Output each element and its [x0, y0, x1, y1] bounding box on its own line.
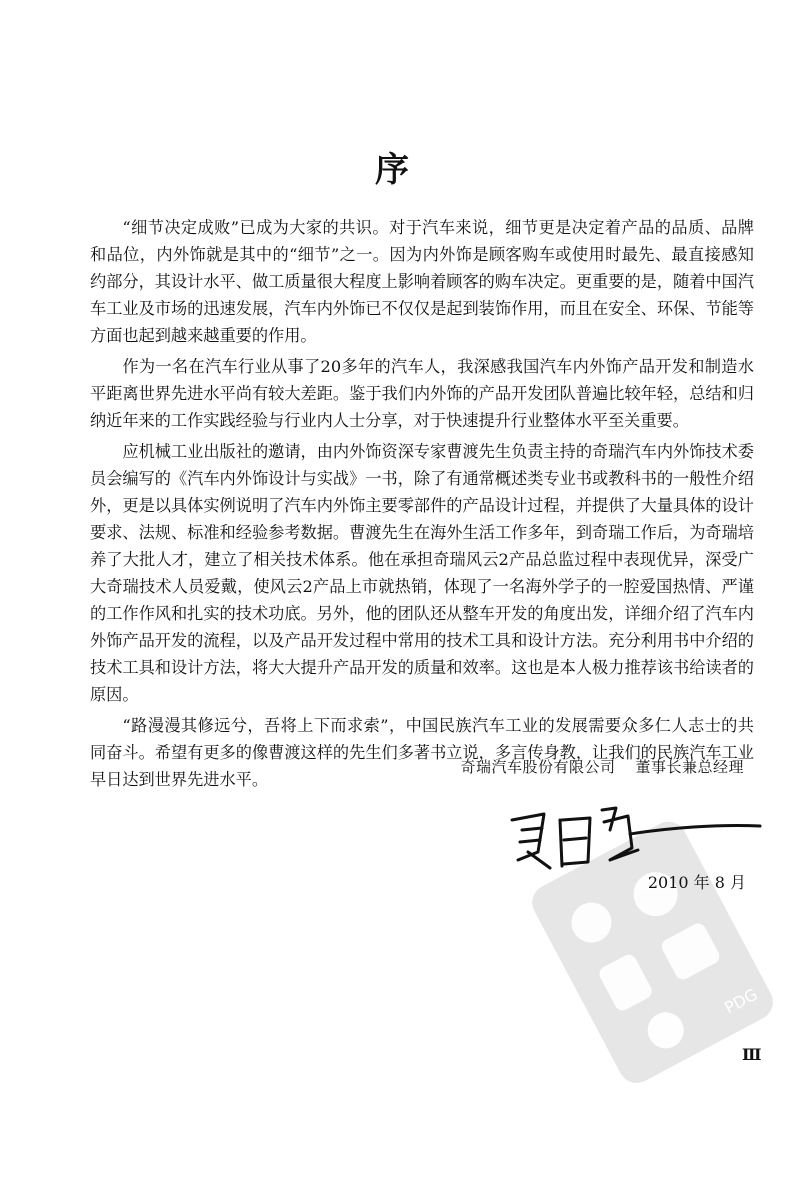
- paragraph-1: “细节决定成败”已成为大家的共识。对于汽车来说，细节更是决定着产品的品质、品牌和品位，内外饰就是其中的“细节”之一。因为内外饰是顾客购车或使用时最先、最直接感知约部分，其设计水平、做工质量很大程度上影响着顾客的购车决定。更重要的是，随着中国汽车工业及市场的迅速发展，汽车内外饰已不仅仅是起到装饰作用，而且在安全、环保、节能等方面也起到越来越重要的作用。: [90, 218, 754, 345]
- signature-title-line: [460, 756, 744, 777]
- paragraph-2: 作为一名在汽车行业从事了20多年的汽车人，我深感我国汽车内外饰产品开发和制造水平距离世界先进水平尚有较大差距。鉴于我们内外饰的产品开发团队普遍比较年轻，总结和归纳近年来的工作实践经验与行业内人士分享，对于快速提升行业整体水平至关重要。: [90, 357, 754, 430]
- paragraph-3: 应机械工业出版社的邀请，由内外饰资深专家曹渡先生负责主持的奇瑞汽车内外饰技术委员会编写的《汽车内外饰设计与实战》一书，除了有通常概述类专业书或教科书的一般性介绍外，更是以具体实例说明了汽车内外饰主要零部件的产品设计过程，并提供了大量具体的设计要求、法规、标准和经验参考数据。曹渡先生在海外生活工作多年，到奇瑞工作后，为奇瑞培养了大批人才，建立了相关技术体系。他在承担奇瑞风云2产品总监过程中表现优异，深受广大奇瑞技术人员爱戴，使风云2产品上市就热销，体现了一名海外学子的一腔爱国热情、严谨的工作作风和扎实的技术功底。另外，他的团队还从整车开发的角度出发，详细介绍了汽车内外饰产品开发的流程，以及产品开发过程中常用的技术工具和设计方法。充分利用书中介绍的技术工具和设计方法，将大大提升产品开发的质量和效率。这也是本人极力推荐该书给读者的原因。: [90, 442, 754, 704]
- preface-body: [90, 214, 754, 797]
- page-number: Ⅲ: [742, 1045, 762, 1064]
- stamp-label: PDG: [721, 984, 761, 1018]
- page-title: 序: [375, 150, 411, 190]
- paragraph-4: “路漫漫其修远兮，吾将上下而求索”，中国民族汽车工业的发展需要众多仁人志士的共同奋斗。希望有更多的像曹渡这样的先生们多著书立说，多言传身教，让我们的民族汽车工业早日达到世界先进水平。: [90, 716, 754, 789]
- company-name: 奇瑞汽车股份有限公司: [460, 758, 616, 776]
- handwritten-signature: [498, 790, 768, 880]
- author-position: 董事长兼总经理: [635, 758, 744, 776]
- date-line: 2010 年 8 月: [647, 873, 746, 892]
